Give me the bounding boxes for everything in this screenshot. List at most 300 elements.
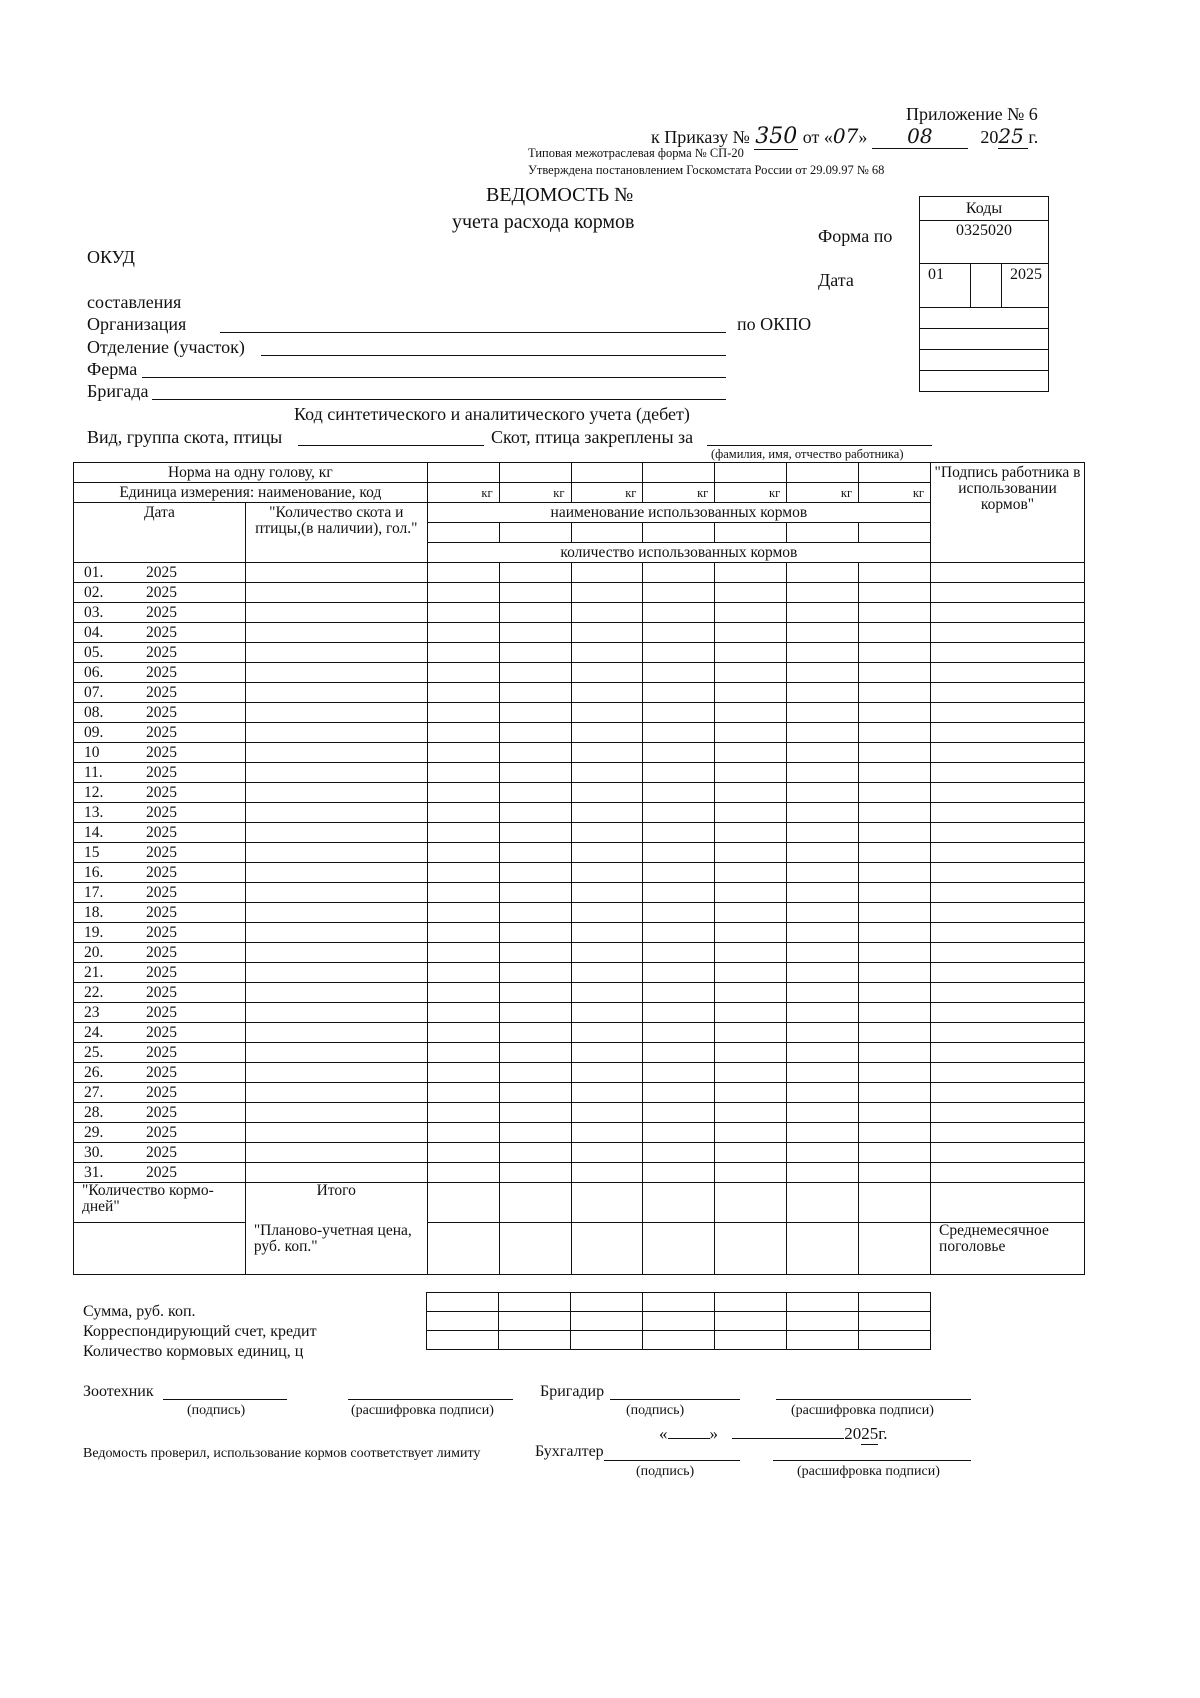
feed-quantity-cell[interactable] (787, 963, 859, 983)
feed-quantity-cell[interactable] (571, 863, 643, 883)
sign-date-month[interactable] (732, 1438, 844, 1439)
feed-quantity-cell[interactable] (715, 1083, 787, 1103)
worker-signature-cell[interactable] (931, 1003, 1085, 1023)
feed-quantity-cell[interactable] (499, 983, 571, 1003)
feed-quantity-cell[interactable] (499, 1123, 571, 1143)
worker-signature-cell[interactable] (931, 643, 1085, 663)
feed-quantity-cell[interactable] (859, 1143, 931, 1163)
feed-quantity-cell[interactable] (427, 963, 499, 983)
feed-quantity-cell[interactable] (571, 943, 643, 963)
feed-quantity-cell[interactable] (571, 563, 643, 583)
feed-quantity-cell[interactable] (427, 1143, 499, 1163)
feed-quantity-cell[interactable] (571, 983, 643, 1003)
summary-cell[interactable] (571, 1312, 643, 1331)
feed-quantity-cell[interactable] (715, 843, 787, 863)
feed-quantity-cell[interactable] (499, 723, 571, 743)
feed-days-value[interactable] (74, 1223, 246, 1275)
zootechnician-signature-field[interactable] (163, 1399, 287, 1400)
feed-quantity-cell[interactable] (427, 1023, 499, 1043)
summary-cell[interactable] (859, 1293, 931, 1312)
worker-signature-cell[interactable] (931, 883, 1085, 903)
feed-quantity-cell[interactable] (787, 823, 859, 843)
feed-quantity-cell[interactable] (643, 903, 715, 923)
summary-cell[interactable] (643, 1293, 715, 1312)
worker-signature-cell[interactable] (931, 943, 1085, 963)
planned-price-cell[interactable] (643, 1223, 715, 1275)
feed-quantity-cell[interactable] (643, 743, 715, 763)
feed-quantity-cell[interactable] (787, 723, 859, 743)
worker-signature-cell[interactable] (931, 1083, 1085, 1103)
livestock-count-cell[interactable] (245, 1163, 427, 1183)
feed-quantity-cell[interactable] (427, 783, 499, 803)
livestock-count-cell[interactable] (245, 743, 427, 763)
feed-quantity-cell[interactable] (643, 943, 715, 963)
feed-quantity-cell[interactable] (715, 1063, 787, 1083)
feed-quantity-cell[interactable] (715, 823, 787, 843)
worker-signature-cell[interactable] (931, 903, 1085, 923)
feed-quantity-cell[interactable] (643, 723, 715, 743)
livestock-count-cell[interactable] (245, 643, 427, 663)
total-feed-cell[interactable] (859, 1183, 931, 1223)
feed-quantity-cell[interactable] (859, 803, 931, 823)
feed-quantity-cell[interactable] (859, 923, 931, 943)
feed-quantity-cell[interactable] (715, 883, 787, 903)
feed-quantity-cell[interactable] (859, 1103, 931, 1123)
livestock-count-cell[interactable] (245, 663, 427, 683)
feed-quantity-cell[interactable] (643, 683, 715, 703)
feed-quantity-cell[interactable] (571, 583, 643, 603)
feed-quantity-cell[interactable] (715, 583, 787, 603)
livestock-count-cell[interactable] (245, 863, 427, 883)
feed-quantity-cell[interactable] (499, 943, 571, 963)
livestock-count-cell[interactable] (245, 623, 427, 643)
feed-quantity-cell[interactable] (499, 743, 571, 763)
feed-quantity-cell[interactable] (571, 1023, 643, 1043)
feed-quantity-cell[interactable] (859, 583, 931, 603)
total-feed-cell[interactable] (571, 1183, 643, 1223)
livestock-count-cell[interactable] (245, 943, 427, 963)
feed-quantity-cell[interactable] (427, 1063, 499, 1083)
livestock-count-cell[interactable] (245, 1123, 427, 1143)
department-field[interactable] (261, 355, 726, 356)
feed-quantity-cell[interactable] (859, 943, 931, 963)
feed-quantity-cell[interactable] (715, 1143, 787, 1163)
feed-quantity-cell[interactable] (571, 823, 643, 843)
feed-quantity-cell[interactable] (571, 723, 643, 743)
total-feed-cell[interactable] (499, 1183, 571, 1223)
feed-quantity-cell[interactable] (859, 1123, 931, 1143)
feed-quantity-cell[interactable] (859, 643, 931, 663)
livestock-count-cell[interactable] (245, 563, 427, 583)
feed-quantity-cell[interactable] (643, 763, 715, 783)
farm-field[interactable] (142, 377, 726, 378)
feed-quantity-cell[interactable] (715, 663, 787, 683)
feed-quantity-cell[interactable] (499, 683, 571, 703)
feed-quantity-cell[interactable] (427, 623, 499, 643)
sign-date-day[interactable] (668, 1438, 710, 1439)
livestock-count-cell[interactable] (245, 1063, 427, 1083)
feed-quantity-cell[interactable] (571, 1123, 643, 1143)
feed-quantity-cell[interactable] (571, 743, 643, 763)
feed-quantity-cell[interactable] (571, 1003, 643, 1023)
worker-signature-cell[interactable] (931, 743, 1085, 763)
feed-quantity-cell[interactable] (715, 1003, 787, 1023)
feed-quantity-cell[interactable] (715, 683, 787, 703)
feed-quantity-cell[interactable] (427, 923, 499, 943)
feed-quantity-cell[interactable] (859, 1003, 931, 1023)
livestock-count-cell[interactable] (245, 883, 427, 903)
worker-signature-cell[interactable] (931, 1123, 1085, 1143)
feed-quantity-cell[interactable] (499, 883, 571, 903)
feed-quantity-cell[interactable] (427, 1083, 499, 1103)
feed-quantity-cell[interactable] (859, 743, 931, 763)
feed-quantity-cell[interactable] (499, 1023, 571, 1043)
worker-signature-cell[interactable] (931, 1143, 1085, 1163)
feed-quantity-cell[interactable] (499, 563, 571, 583)
summary-cell[interactable] (715, 1331, 787, 1350)
feed-quantity-cell[interactable] (499, 823, 571, 843)
feed-quantity-cell[interactable] (643, 583, 715, 603)
feed-quantity-cell[interactable] (427, 683, 499, 703)
feed-quantity-cell[interactable] (859, 763, 931, 783)
feed-quantity-cell[interactable] (499, 903, 571, 923)
brigadier-signature-field[interactable] (610, 1399, 740, 1400)
feed-quantity-cell[interactable] (571, 1163, 643, 1183)
feed-quantity-cell[interactable] (715, 983, 787, 1003)
worker-signature-cell[interactable] (931, 563, 1085, 583)
feed-quantity-cell[interactable] (499, 763, 571, 783)
feed-quantity-cell[interactable] (787, 743, 859, 763)
feed-quantity-cell[interactable] (715, 623, 787, 643)
feed-quantity-cell[interactable] (859, 1043, 931, 1063)
feed-quantity-cell[interactable] (787, 1123, 859, 1143)
feed-quantity-cell[interactable] (499, 803, 571, 823)
feed-quantity-cell[interactable] (643, 623, 715, 643)
feed-quantity-cell[interactable] (787, 843, 859, 863)
feed-quantity-cell[interactable] (571, 663, 643, 683)
worker-signature-cell[interactable] (931, 963, 1085, 983)
feed-quantity-cell[interactable] (859, 663, 931, 683)
feed-quantity-cell[interactable] (643, 843, 715, 863)
feed-quantity-cell[interactable] (787, 1103, 859, 1123)
feed-quantity-cell[interactable] (715, 723, 787, 743)
feed-quantity-cell[interactable] (571, 923, 643, 943)
feed-quantity-cell[interactable] (643, 643, 715, 663)
summary-cell[interactable] (643, 1331, 715, 1350)
planned-price-cell[interactable] (787, 1223, 859, 1275)
worker-signature-cell[interactable] (931, 1063, 1085, 1083)
feed-quantity-cell[interactable] (787, 943, 859, 963)
worker-signature-cell[interactable] (931, 583, 1085, 603)
feed-quantity-cell[interactable] (859, 1023, 931, 1043)
feed-quantity-cell[interactable] (499, 1083, 571, 1103)
feed-quantity-cell[interactable] (715, 903, 787, 923)
feed-quantity-cell[interactable] (859, 783, 931, 803)
feed-quantity-cell[interactable] (499, 603, 571, 623)
feed-quantity-cell[interactable] (427, 743, 499, 763)
feed-quantity-cell[interactable] (571, 1103, 643, 1123)
feed-quantity-cell[interactable] (571, 603, 643, 623)
feed-quantity-cell[interactable] (427, 563, 499, 583)
summary-cell[interactable] (427, 1293, 499, 1312)
feed-quantity-cell[interactable] (499, 583, 571, 603)
accountant-decode-field[interactable] (773, 1460, 971, 1461)
summary-cell[interactable] (859, 1312, 931, 1331)
feed-quantity-cell[interactable] (859, 963, 931, 983)
feed-quantity-cell[interactable] (643, 1123, 715, 1143)
worker-signature-cell[interactable] (931, 723, 1085, 743)
feed-quantity-cell[interactable] (787, 1043, 859, 1063)
livestock-count-cell[interactable] (245, 783, 427, 803)
livestock-count-cell[interactable] (245, 823, 427, 843)
feed-quantity-cell[interactable] (859, 883, 931, 903)
worker-signature-cell[interactable] (931, 823, 1085, 843)
feed-quantity-cell[interactable] (787, 643, 859, 663)
feed-quantity-cell[interactable] (715, 743, 787, 763)
brigadier-decode-field[interactable] (776, 1399, 971, 1400)
feed-quantity-cell[interactable] (427, 583, 499, 603)
feed-quantity-cell[interactable] (715, 863, 787, 883)
summary-cell[interactable] (859, 1331, 931, 1350)
feed-quantity-cell[interactable] (499, 923, 571, 943)
feed-quantity-cell[interactable] (715, 763, 787, 783)
worker-signature-cell[interactable] (931, 863, 1085, 883)
feed-quantity-cell[interactable] (427, 703, 499, 723)
livestock-count-cell[interactable] (245, 583, 427, 603)
feed-quantity-cell[interactable] (715, 1163, 787, 1183)
feed-quantity-cell[interactable] (715, 963, 787, 983)
worker-signature-cell[interactable] (931, 983, 1085, 1003)
worker-signature-cell[interactable] (931, 663, 1085, 683)
total-feed-cell[interactable] (643, 1183, 715, 1223)
feed-quantity-cell[interactable] (499, 783, 571, 803)
summary-cell[interactable] (499, 1312, 571, 1331)
feed-quantity-cell[interactable] (643, 663, 715, 683)
feed-quantity-cell[interactable] (643, 1143, 715, 1163)
feed-quantity-cell[interactable] (499, 1003, 571, 1023)
brigade-field[interactable] (152, 399, 726, 400)
feed-quantity-cell[interactable] (499, 663, 571, 683)
feed-quantity-cell[interactable] (787, 703, 859, 723)
feed-quantity-cell[interactable] (643, 1003, 715, 1023)
feed-quantity-cell[interactable] (859, 623, 931, 643)
feed-quantity-cell[interactable] (859, 723, 931, 743)
feed-quantity-cell[interactable] (715, 1043, 787, 1063)
feed-quantity-cell[interactable] (499, 643, 571, 663)
feed-quantity-cell[interactable] (787, 1063, 859, 1083)
assigned-to-field[interactable] (707, 445, 932, 446)
feed-quantity-cell[interactable] (427, 1163, 499, 1183)
feed-quantity-cell[interactable] (715, 603, 787, 623)
feed-quantity-cell[interactable] (859, 863, 931, 883)
feed-quantity-cell[interactable] (571, 703, 643, 723)
feed-quantity-cell[interactable] (859, 823, 931, 843)
worker-signature-cell[interactable] (931, 1043, 1085, 1063)
worker-signature-cell[interactable] (931, 923, 1085, 943)
feed-quantity-cell[interactable] (643, 983, 715, 1003)
worker-signature-cell[interactable] (931, 1163, 1085, 1183)
feed-quantity-cell[interactable] (859, 683, 931, 703)
feed-quantity-cell[interactable] (427, 983, 499, 1003)
feed-quantity-cell[interactable] (643, 883, 715, 903)
feed-quantity-cell[interactable] (499, 843, 571, 863)
livestock-count-cell[interactable] (245, 963, 427, 983)
feed-quantity-cell[interactable] (859, 843, 931, 863)
feed-quantity-cell[interactable] (499, 1063, 571, 1083)
feed-quantity-cell[interactable] (571, 763, 643, 783)
feed-quantity-cell[interactable] (787, 563, 859, 583)
feed-quantity-cell[interactable] (787, 763, 859, 783)
feed-quantity-cell[interactable] (427, 1123, 499, 1143)
summary-cell[interactable] (499, 1331, 571, 1350)
feed-quantity-cell[interactable] (643, 803, 715, 823)
summary-cell[interactable] (787, 1312, 859, 1331)
accountant-signature-field[interactable] (604, 1460, 740, 1461)
feed-quantity-cell[interactable] (499, 703, 571, 723)
feed-quantity-cell[interactable] (427, 603, 499, 623)
worker-signature-cell[interactable] (931, 803, 1085, 823)
feed-quantity-cell[interactable] (427, 943, 499, 963)
feed-quantity-cell[interactable] (499, 1103, 571, 1123)
feed-quantity-cell[interactable] (859, 983, 931, 1003)
feed-quantity-cell[interactable] (787, 1163, 859, 1183)
worker-signature-cell[interactable] (931, 1103, 1085, 1123)
feed-quantity-cell[interactable] (715, 803, 787, 823)
feed-quantity-cell[interactable] (787, 783, 859, 803)
feed-quantity-cell[interactable] (427, 1103, 499, 1123)
feed-quantity-cell[interactable] (787, 903, 859, 923)
livestock-count-cell[interactable] (245, 1043, 427, 1063)
feed-quantity-cell[interactable] (427, 863, 499, 883)
livestock-count-cell[interactable] (245, 723, 427, 743)
feed-quantity-cell[interactable] (715, 563, 787, 583)
summary-cell[interactable] (643, 1312, 715, 1331)
feed-quantity-cell[interactable] (643, 1163, 715, 1183)
feed-quantity-cell[interactable] (643, 783, 715, 803)
feed-quantity-cell[interactable] (499, 1163, 571, 1183)
feed-quantity-cell[interactable] (859, 1063, 931, 1083)
planned-price-cell[interactable] (571, 1223, 643, 1275)
feed-quantity-cell[interactable] (571, 803, 643, 823)
feed-quantity-cell[interactable] (571, 623, 643, 643)
worker-signature-cell[interactable] (931, 603, 1085, 623)
total-feed-cell[interactable] (715, 1183, 787, 1223)
feed-quantity-cell[interactable] (787, 883, 859, 903)
livestock-count-cell[interactable] (245, 843, 427, 863)
feed-quantity-cell[interactable] (571, 1143, 643, 1163)
feed-quantity-cell[interactable] (427, 663, 499, 683)
summary-cell[interactable] (715, 1312, 787, 1331)
feed-quantity-cell[interactable] (715, 1103, 787, 1123)
feed-quantity-cell[interactable] (499, 863, 571, 883)
feed-quantity-cell[interactable] (571, 843, 643, 863)
total-feed-cell[interactable] (427, 1183, 499, 1223)
worker-signature-cell[interactable] (931, 623, 1085, 643)
feed-quantity-cell[interactable] (643, 703, 715, 723)
feed-quantity-cell[interactable] (571, 903, 643, 923)
organization-field[interactable] (220, 332, 726, 333)
feed-quantity-cell[interactable] (787, 1023, 859, 1043)
feed-quantity-cell[interactable] (571, 963, 643, 983)
feed-quantity-cell[interactable] (859, 1083, 931, 1103)
livestock-count-cell[interactable] (245, 683, 427, 703)
feed-quantity-cell[interactable] (427, 1043, 499, 1063)
feed-quantity-cell[interactable] (787, 863, 859, 883)
feed-quantity-cell[interactable] (715, 643, 787, 663)
livestock-count-cell[interactable] (245, 1003, 427, 1023)
feed-quantity-cell[interactable] (859, 903, 931, 923)
feed-quantity-cell[interactable] (427, 883, 499, 903)
feed-quantity-cell[interactable] (787, 983, 859, 1003)
worker-signature-cell[interactable] (931, 683, 1085, 703)
livestock-count-cell[interactable] (245, 1103, 427, 1123)
summary-cell[interactable] (427, 1331, 499, 1350)
livestock-count-cell[interactable] (245, 703, 427, 723)
feed-quantity-cell[interactable] (499, 623, 571, 643)
summary-cell[interactable] (571, 1331, 643, 1350)
feed-quantity-cell[interactable] (715, 1023, 787, 1043)
feed-quantity-cell[interactable] (571, 1083, 643, 1103)
feed-quantity-cell[interactable] (787, 603, 859, 623)
planned-price-cell[interactable] (715, 1223, 787, 1275)
summary-cell[interactable] (787, 1293, 859, 1312)
feed-quantity-cell[interactable] (427, 643, 499, 663)
total-feed-cell[interactable] (787, 1183, 859, 1223)
feed-quantity-cell[interactable] (715, 783, 787, 803)
livestock-count-cell[interactable] (245, 1143, 427, 1163)
livestock-group-field[interactable] (298, 445, 484, 446)
feed-quantity-cell[interactable] (787, 623, 859, 643)
summary-cell[interactable] (571, 1293, 643, 1312)
feed-quantity-cell[interactable] (427, 1003, 499, 1023)
feed-quantity-cell[interactable] (427, 723, 499, 743)
worker-signature-cell[interactable] (931, 843, 1085, 863)
feed-quantity-cell[interactable] (787, 1083, 859, 1103)
feed-quantity-cell[interactable] (427, 823, 499, 843)
feed-quantity-cell[interactable] (643, 963, 715, 983)
livestock-count-cell[interactable] (245, 763, 427, 783)
feed-quantity-cell[interactable] (427, 763, 499, 783)
livestock-count-cell[interactable] (245, 1083, 427, 1103)
feed-quantity-cell[interactable] (643, 1063, 715, 1083)
feed-quantity-cell[interactable] (499, 963, 571, 983)
livestock-count-cell[interactable] (245, 923, 427, 943)
planned-price-cell[interactable] (859, 1223, 931, 1275)
worker-signature-cell[interactable] (931, 703, 1085, 723)
summary-cell[interactable] (499, 1293, 571, 1312)
feed-quantity-cell[interactable] (787, 1143, 859, 1163)
feed-quantity-cell[interactable] (571, 683, 643, 703)
feed-quantity-cell[interactable] (643, 1043, 715, 1063)
feed-quantity-cell[interactable] (859, 1163, 931, 1183)
feed-quantity-cell[interactable] (643, 1083, 715, 1103)
feed-quantity-cell[interactable] (859, 563, 931, 583)
planned-price-cell[interactable] (499, 1223, 571, 1275)
feed-quantity-cell[interactable] (643, 823, 715, 843)
feed-quantity-cell[interactable] (427, 803, 499, 823)
feed-quantity-cell[interactable] (643, 863, 715, 883)
feed-quantity-cell[interactable] (499, 1043, 571, 1063)
feed-quantity-cell[interactable] (643, 1103, 715, 1123)
livestock-count-cell[interactable] (245, 903, 427, 923)
feed-quantity-cell[interactable] (787, 923, 859, 943)
feed-quantity-cell[interactable] (427, 843, 499, 863)
feed-quantity-cell[interactable] (643, 923, 715, 943)
feed-quantity-cell[interactable] (571, 883, 643, 903)
feed-quantity-cell[interactable] (643, 1023, 715, 1043)
summary-cell[interactable] (715, 1293, 787, 1312)
summary-cell[interactable] (427, 1312, 499, 1331)
